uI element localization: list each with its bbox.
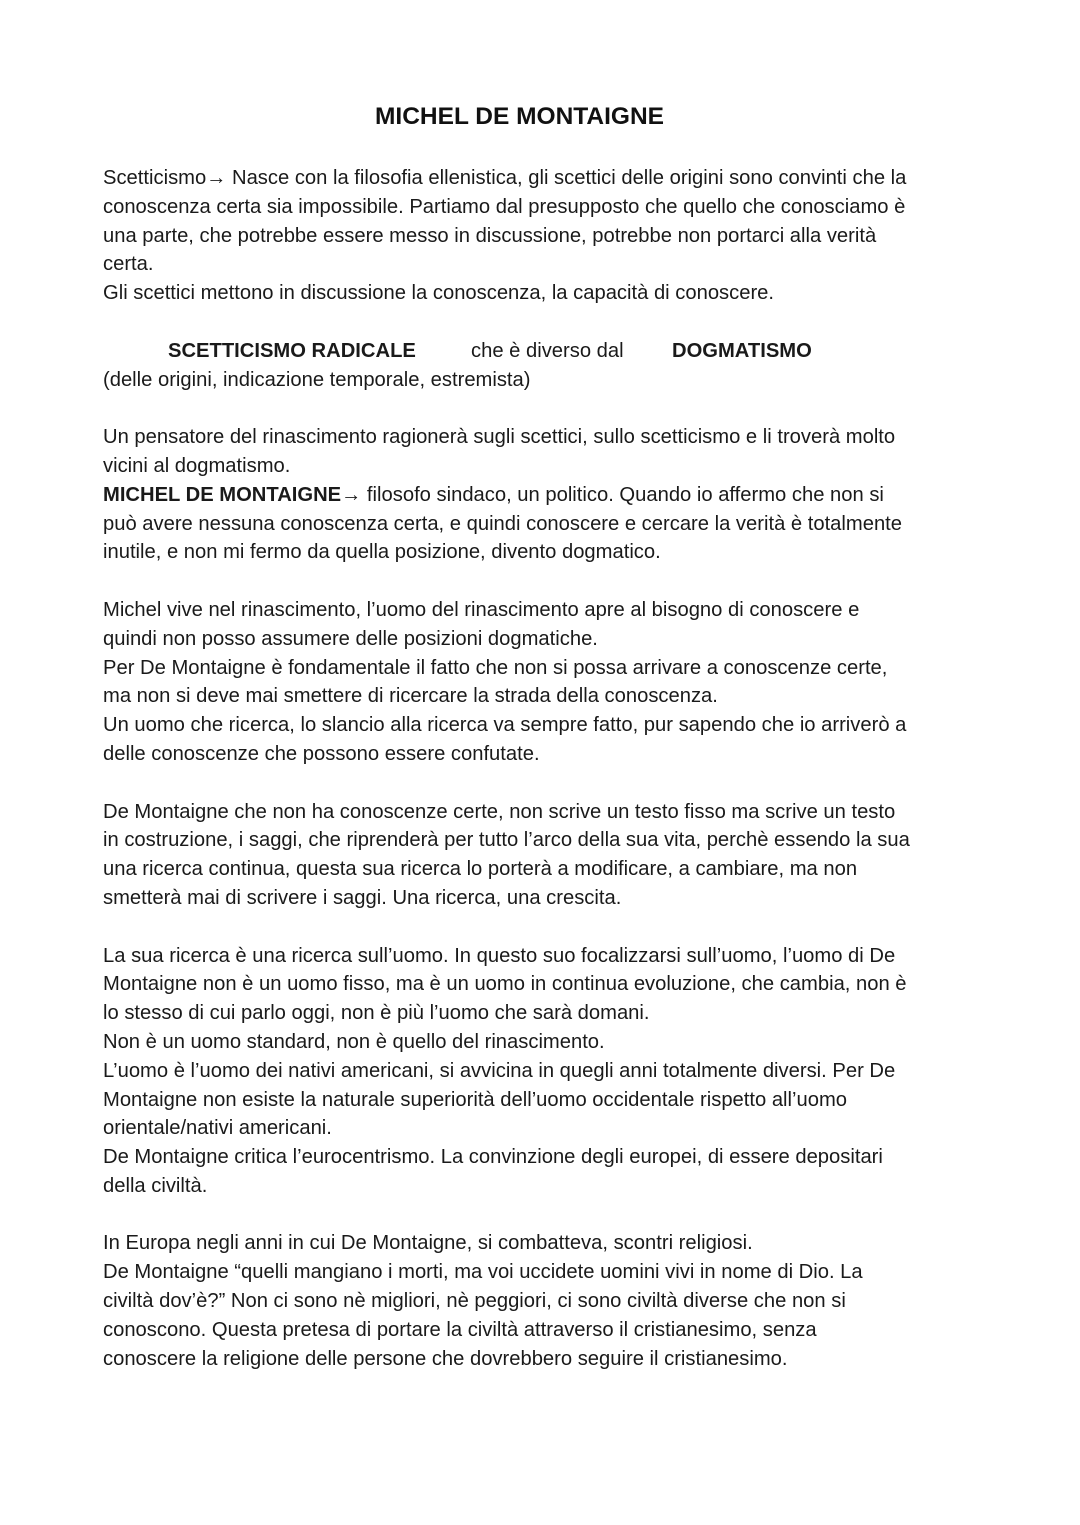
text-line: La sua ricerca è una ricerca sull’uomo. In questo suo focalizzarsi sull’uomo, l’uomo di De xyxy=(103,944,896,967)
text-span: → filosofo sindaco, un politico. Quando io affermo che non si xyxy=(341,483,884,506)
text-line: conoscono. Questa pretesa di portare la civiltà attraverso il cristianesimo, senza xyxy=(103,1318,817,1341)
scetticismo-radicale-label: SCETTICISMO RADICALE xyxy=(168,339,416,362)
contrast-row xyxy=(103,337,983,366)
text-line: una parte, che potrebbe essere messo in discussione, potrebbe non portarci alla verità xyxy=(103,224,877,247)
text-line: Per De Montaigne è fondamentale il fatto che non si possa arrivare a conoscenze certe, xyxy=(103,656,888,679)
text-line: della civiltà. xyxy=(103,1174,208,1197)
text-line: smetterà mai di scrivere i saggi. Una ricerca, una crescita. xyxy=(103,886,622,909)
text-line: inutile, e non mi fermo da quella posizione, divento dogmatico. xyxy=(103,541,661,564)
contrast-note: (delle origini, indicazione temporale, estremista) xyxy=(103,368,531,391)
text-line: quindi non posso assumere delle posizioni dogmatiche. xyxy=(103,627,598,650)
text-line: L’uomo è l’uomo dei nativi americani, si avvicina in quegli anni totalmente diversi. Per De xyxy=(103,1059,896,1082)
text-line: in costruzione, i saggi, che riprenderà per tutto l’arco della sua vita, perchè essendo la sua xyxy=(103,829,910,852)
text-line: De Montaigne che non ha conoscenze certe, non scrive un testo fisso ma scrive un testo xyxy=(103,800,896,823)
document-body xyxy=(103,164,983,1373)
paragraph-michel xyxy=(103,596,983,769)
text-line: Michel vive nel rinascimento, l’uomo del rinascimento apre al bisogno di conoscere e xyxy=(103,598,860,621)
text-line: Un uomo che ricerca, lo slancio alla ricerca va sempre fatto, pur sapendo che io arriverò a xyxy=(103,714,907,737)
text-line: De Montaigne critica l’eurocentrismo. La convinzione degli europei, di essere depositari xyxy=(103,1146,883,1169)
paragraph-renaissance xyxy=(103,423,983,567)
text-line: Non è un uomo standard, non è quello del rinascimento. xyxy=(103,1030,605,1053)
text-line: Montaigne non è un uomo fisso, ma è un uomo in continua evoluzione, che cambia, non è xyxy=(103,973,907,996)
paragraph-europa xyxy=(103,1229,983,1373)
paragraph-saggi xyxy=(103,798,983,913)
text-line: conoscere la religione delle persone che dovrebbero seguire il cristianesimo. xyxy=(103,1347,788,1370)
text-line: Montaigne non esiste la naturale superiorità dell’uomo occidentale rispetto all’uomo xyxy=(103,1088,848,1111)
text-line: ma non si deve mai smettere di ricercare la strada della conoscenza. xyxy=(103,685,718,708)
text-line: conoscenza certa sia impossibile. Partiamo dal presupposto che quello che conosciamo è xyxy=(103,195,906,218)
text-line: Scetticismo→ Nasce con la filosofia ellenistica, gli scettici delle origini sono convinti che la xyxy=(103,167,907,189)
text-line: delle conoscenze che possono essere confutate. xyxy=(103,742,540,765)
text-line: lo stesso di cui parlo oggi, non è più l’uomo che sarà domani. xyxy=(103,1002,650,1025)
text-line: certa. xyxy=(103,253,154,276)
page-title: MICHEL DE MONTAIGNE xyxy=(375,103,665,130)
text-line: De Montaigne “quelli mangiano i morti, ma voi uccidete uomini vivi in nome di Dio. La xyxy=(103,1261,863,1284)
text-line: una ricerca continua, questa sua ricerca lo porterà a modificare, a cambiare, ma non xyxy=(103,858,858,881)
text-line xyxy=(103,481,983,510)
text-line: vicini al dogmatismo. xyxy=(103,454,291,477)
text-line: Gli scettici mettono in discussione la conoscenza, la capacità di conoscere. xyxy=(103,282,775,305)
text-line: può avere nessuna conoscenza certa, e quindi conoscere e cercare la verità è totalmente xyxy=(103,512,903,535)
text-line: Un pensatore del rinascimento ragionerà sugli scettici, sullo scetticismo e li troverà molto xyxy=(103,426,896,449)
contrast-connector: che è diverso dal xyxy=(471,339,624,362)
text-line: civiltà dov’è?” Non ci sono nè migliori, nè peggiori, ci sono civiltà diverse che non si xyxy=(103,1290,846,1313)
montaigne-bold-label: MICHEL DE MONTAIGNE xyxy=(103,483,342,506)
paragraph-uomo xyxy=(103,942,983,1201)
dogmatismo-label: DOGMATISMO xyxy=(672,339,812,362)
text-line: orientale/nativi americani. xyxy=(103,1117,332,1140)
paragraph-intro xyxy=(103,164,983,308)
text-line: In Europa negli anni in cui De Montaigne, si combatteva, scontri religiosi. xyxy=(103,1232,753,1255)
